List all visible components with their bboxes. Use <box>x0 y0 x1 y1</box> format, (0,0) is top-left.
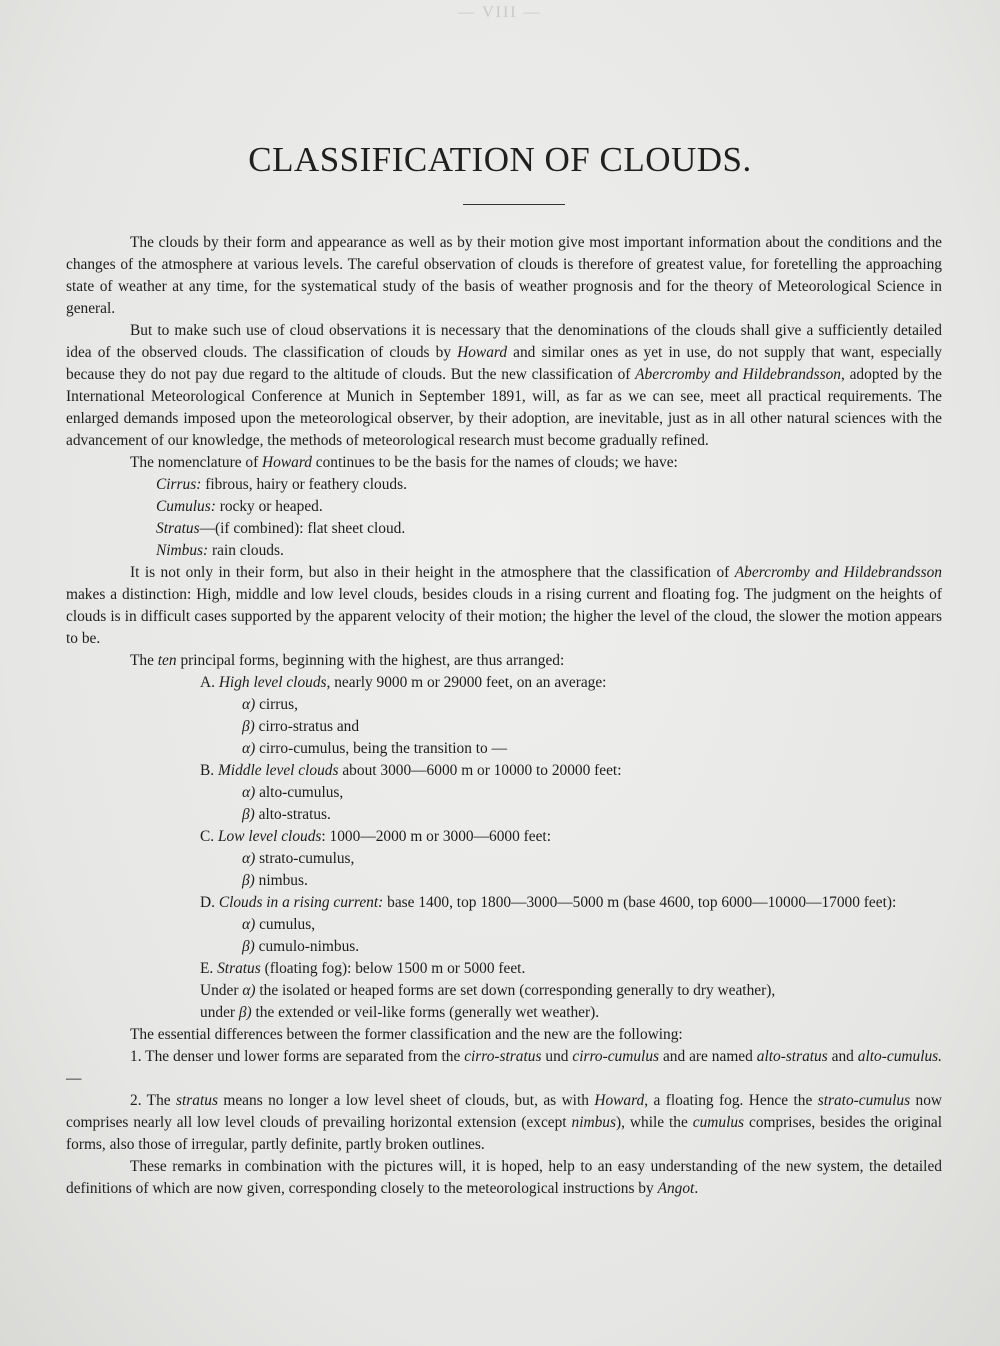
text-run: and <box>827 1048 858 1065</box>
level-letter: E. <box>200 960 218 977</box>
greek-marker: α) <box>242 916 256 933</box>
text-run: principal forms, beginning with the highest, are thus arranged: <box>176 652 565 669</box>
name-angot: Angot <box>657 1180 695 1197</box>
cloud-desc: fibrous, hairy or feathery clouds. <box>201 476 407 493</box>
paragraph-closing <box>66 1156 942 1200</box>
level-item-text: cirrus, <box>255 696 298 713</box>
level-letter: C. <box>200 828 218 845</box>
nomenclature-item <box>66 540 942 562</box>
level-c <box>66 826 942 848</box>
term-cirro-stratus: cirro-stratus <box>464 1048 542 1065</box>
level-item <box>66 694 942 716</box>
level-d <box>66 892 942 914</box>
level-a <box>66 672 942 694</box>
greek-marker: α) <box>242 850 256 867</box>
term-alto-cumulus: alto-cumulus. <box>857 1048 943 1065</box>
text-run: . <box>694 1180 699 1197</box>
title-rule <box>463 204 565 205</box>
greek-marker: β) <box>242 718 255 735</box>
level-letter: B. <box>200 762 218 779</box>
level-item <box>66 804 942 826</box>
greek-marker: α) <box>242 696 256 713</box>
term-cirro-cumulus: cirro-cumulus <box>572 1048 660 1065</box>
nomenclature-item <box>66 496 942 518</box>
text-run: and similar ones as yet in use, do not supply that want, especially because they do not pay due regard to the altitude of clouds. But the new classification of <box>66 344 942 383</box>
level-name: Middle level clouds <box>217 762 339 779</box>
text-run: ), while the <box>615 1114 693 1131</box>
cloud-name: Cirrus: <box>156 476 202 493</box>
paragraph-ten-forms <box>66 650 942 672</box>
greek-marker: α) <box>242 982 256 999</box>
greek-marker: β) <box>242 806 255 823</box>
text-run: It is not only in their form, but also in their height in the atmosphere that the classification of <box>130 564 735 581</box>
term-nimbus: nimbus <box>571 1114 616 1131</box>
level-item <box>66 782 942 804</box>
level-item <box>66 914 942 936</box>
document-body <box>66 232 942 1200</box>
level-b <box>66 760 942 782</box>
level-rest: base 1400, top 1800—3000—5000 m (base 4600, top 6000—10000—17000 feet): <box>383 894 897 911</box>
cloud-name: Nimbus: <box>156 542 209 559</box>
term-cumulus: cumulus <box>692 1114 745 1131</box>
level-rest: (floating fog): below 1500 m or 5000 feet. <box>260 960 526 977</box>
level-item-text: cirro-cumulus, being the transition to — <box>255 740 507 757</box>
paragraph-intro: The clouds by their form and appearance as well as by their motion give most important information about the conditions and the changes of the atmosphere at various levels. The careful observation of clouds is therefore of greatest value, for foretelling the approaching state of weather at any time, for the systematical study of the basis of weather prognosis and for the theory of Meteorological Science in general. <box>66 234 942 317</box>
page-folio: — VIII — <box>458 4 542 21</box>
level-item-text: cirro-stratus and <box>254 718 360 735</box>
level-rest: nearly 9000 m or 29000 feet, on an average: <box>330 674 607 691</box>
level-letter: D. <box>200 894 219 911</box>
cloud-desc: rocky or heaped. <box>215 498 323 515</box>
difference-1 <box>66 1046 942 1090</box>
level-e <box>66 958 942 980</box>
level-item-text: alto-cumulus, <box>255 784 344 801</box>
name-howard: Howard <box>457 344 508 361</box>
term-stratus: stratus <box>176 1092 218 1109</box>
text-run: und <box>541 1048 573 1065</box>
text-run: 2. The <box>130 1092 177 1109</box>
text-run: under <box>200 1004 239 1021</box>
under-beta-note <box>66 1002 942 1024</box>
level-name: Low level clouds <box>217 828 322 845</box>
level-item <box>66 716 942 738</box>
text-run: But to make such use of cloud observations it is necessary that the denominations of the clouds shall give a sufficiently detailed idea of the observed clouds. The classification of clouds by <box>66 322 942 361</box>
text-run: , a floating fog. Hence the <box>644 1092 818 1109</box>
text-run: the extended or veil-like forms (generally wet weather). <box>251 1004 600 1021</box>
greek-marker: α) <box>242 784 256 801</box>
level-item <box>66 738 942 760</box>
text-run: The nomenclature of <box>130 454 263 471</box>
level-item-text: cumulo-nimbus. <box>254 938 360 955</box>
level-letter: A. <box>200 674 219 691</box>
text-run: makes a distinction: High, middle and low level clouds, besides clouds in a rising current and floating fog. The judgment on the heights of clouds is in difficult cases supported by the apparent velocity of their motion; the higher the level of the cloud, the slower the motion appears to be. <box>66 586 942 647</box>
cloud-desc: rain clouds. <box>208 542 284 559</box>
term-alto-stratus: alto-stratus <box>756 1048 828 1065</box>
text-run: means no longer a low level sheet of clouds, but, as with <box>217 1092 595 1109</box>
text-run: continues to be the basis for the names of clouds; we have: <box>311 454 678 471</box>
word-ten: ten <box>157 652 177 669</box>
term-strato-cumulus: strato-cumulus <box>817 1092 911 1109</box>
text-run: now comprises nearly all low level clouds of prevailing horizontal extension (except <box>66 1092 943 1131</box>
level-rest: : 1000—2000 m or 3000—6000 feet: <box>321 828 551 845</box>
page-title: CLASSIFICATION OF CLOUDS. <box>248 140 752 179</box>
text-run: comprises, besides the original forms, also those of irregular, partly definite, partly broken outlines. <box>66 1114 943 1153</box>
text-run: the isolated or heaped forms are set down (corresponding generally to dry weather), <box>255 982 776 999</box>
difference-2 <box>66 1090 942 1156</box>
text-run: 1. The denser und lower forms are separated from the <box>130 1048 465 1065</box>
cloud-desc: —(if combined): flat sheet cloud. <box>199 520 406 537</box>
name-authors: Abercromby and Hildebrandsson <box>734 564 943 581</box>
text-run: These remarks in combination with the pictures will, it is hoped, help to an easy understanding of the new system, the detailed definitions of which are now given, corresponding closely to the meteorological instructions by <box>66 1158 942 1197</box>
level-item <box>66 936 942 958</box>
level-item-text: alto-stratus. <box>254 806 331 823</box>
greek-marker: β) <box>238 1004 252 1021</box>
under-alpha-note <box>66 980 942 1002</box>
name-authors: Abercromby and Hildebrandsson <box>635 366 841 383</box>
level-item-text: nimbus. <box>254 872 308 889</box>
greek-marker: α) <box>242 740 256 757</box>
level-item <box>66 870 942 892</box>
level-item-text: cumulus, <box>255 916 316 933</box>
cloud-name: Stratus <box>156 520 200 537</box>
level-item <box>66 848 942 870</box>
paragraph-usage <box>66 320 942 452</box>
text-run: Under <box>200 982 243 999</box>
greek-marker: β) <box>242 872 255 889</box>
level-name: Clouds in a rising current: <box>218 894 384 911</box>
paragraph-heights <box>66 562 942 650</box>
level-item-text: strato-cumulus, <box>255 850 355 867</box>
cloud-name: Cumulus: <box>156 498 216 515</box>
name-howard: Howard <box>594 1092 645 1109</box>
level-rest: about 3000—6000 m or 10000 to 20000 feet: <box>338 762 622 779</box>
paragraph-nomenclature <box>66 452 942 474</box>
greek-marker: β) <box>242 938 255 955</box>
text-run: — <box>66 1070 82 1087</box>
text-run: , adopted by the International Meteorological Conference at Munich in September 1891, will, as far as we can see, meet all practical requirements. The enlarged demands imposed upon the meteorological observer, by their adoption, are inevitable, just as in all other natural sciences with the advancement of our knowledge, the methods of meteorological research must become gradually refined. <box>66 366 942 449</box>
paragraph-differences: The essential differences between the former classification and the new are the following: <box>130 1026 683 1043</box>
nomenclature-item <box>66 518 942 540</box>
level-name: Stratus <box>217 960 261 977</box>
name-howard: Howard <box>262 454 312 471</box>
text-run: and are named <box>659 1048 757 1065</box>
nomenclature-item <box>66 474 942 496</box>
level-name: High level clouds, <box>218 674 331 691</box>
text-run: The <box>130 652 158 669</box>
